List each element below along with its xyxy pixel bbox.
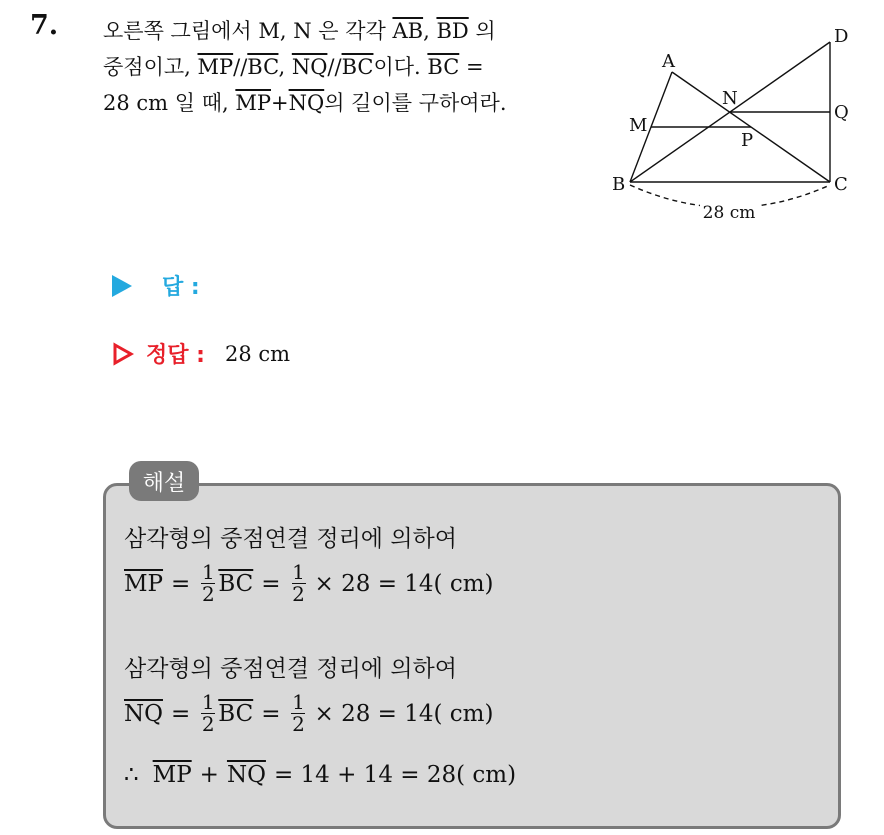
segment-mp: $\overline{MP}$ [197,55,234,79]
plus-sign: + [271,91,289,115]
parallel-symbol: // [233,55,248,79]
segment-mp: $\overline{MP}$ [124,570,164,597]
fraction-half [201,692,215,735]
solution-conclusion [124,762,516,788]
therefore-symbol: ∴ [124,762,139,788]
question-line-2 [103,50,484,84]
answer-row [112,270,200,301]
label-q: Q [834,102,849,123]
segment-bd: $\overline{BD}$ [436,19,469,43]
label-c: C [834,174,848,195]
segment-bc: $\overline{BC}$ [341,55,374,79]
numerator: 1 [201,560,215,584]
segment-mp: $\overline{MP}$ [235,91,271,115]
numerator: 1 [292,690,305,714]
solution-step-1: 삼각형의 중점연결 정리에 의하여 [124,526,457,552]
segment-nq: $\overline{NQ}$ [291,55,328,79]
segment-bc: $\overline{BC}$ [218,570,254,597]
segment-ab: $\overline{AB}$ [392,19,424,43]
question-text: 이다. [373,55,428,79]
question-text: 28 cm 일 때, [103,91,236,115]
equals: = [459,55,484,79]
parallel-symbol: // [327,55,342,79]
equation-rest: × 28 = 14( cm) [314,570,494,597]
label-a: A [662,51,675,72]
equals: = [261,570,281,597]
question-text: 의 길이를 구하여라. [324,91,507,115]
segment-nq: $\overline{NQ}$ [226,762,266,788]
denominator: 2 [201,712,215,736]
equals: = [171,570,191,597]
segment-bc: $\overline{BC}$ [427,55,460,79]
question-number: 7. [30,10,59,41]
solution-equation-1 [124,562,494,605]
question-line-1 [103,14,496,48]
denominator: 2 [292,712,305,736]
fraction-half [291,692,305,735]
numerator: 1 [201,690,215,714]
label-n: N [722,88,738,109]
question-text: 중점이고, [103,55,198,79]
correct-answer-value: 28 cm [224,341,291,366]
equals: = [261,700,281,727]
numerator: 1 [292,560,305,584]
question-text: 의 [468,19,496,43]
base-length-label: 28 cm [702,203,756,223]
play-arrow-icon [112,275,132,297]
label-m: M [629,115,648,136]
denominator: 2 [292,582,305,606]
answer-label: 답 : [162,275,200,300]
label-b: B [612,174,626,195]
solution-step-2: 삼각형의 중점연결 정리에 의하여 [124,656,457,682]
segment-bc: $\overline{BC}$ [218,700,254,727]
question-line-3 [103,86,507,120]
solution-tab: 해설 [129,461,199,501]
outline-arrow-icon [112,342,134,366]
denominator: 2 [201,582,215,606]
label-p: P [741,130,754,151]
solution-equation-2 [124,692,493,735]
fraction-half [292,562,306,605]
plus-sign: + [199,762,219,788]
segment-mp: $\overline{MP}$ [152,762,192,788]
segment-nq: $\overline{NQ}$ [288,91,325,115]
correct-answer-label: 정답 : [146,343,205,368]
segment-nq: $\overline{NQ}$ [124,700,163,727]
label-d: D [834,26,849,47]
segment-bc: $\overline{BC}$ [247,55,279,79]
question-text: 오른쪽 그림에서 M, N 은 각각 [103,19,393,43]
fraction-half [201,562,215,605]
separator: , [278,55,292,79]
equation-rest: × 28 = 14( cm) [314,700,494,727]
geometry-figure [608,20,868,230]
separator: , [423,19,437,43]
correct-answer-row [112,338,290,369]
equation-rest: = 14 + 14 = 28( cm) [273,762,517,788]
equals: = [170,700,191,727]
